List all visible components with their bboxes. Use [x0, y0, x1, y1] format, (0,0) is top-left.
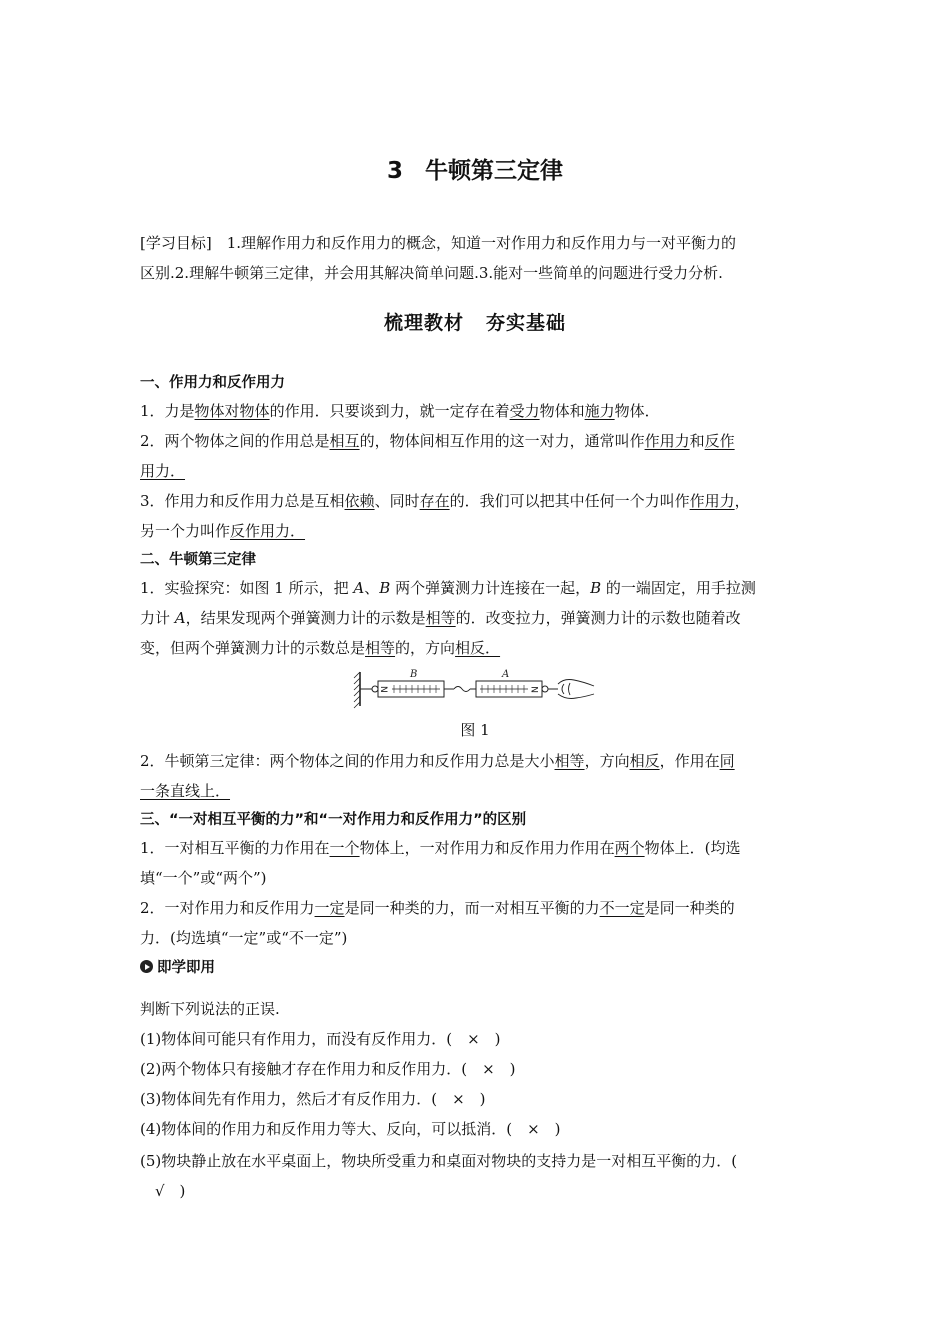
s3-paragraph-2: 2．一对作用力和反作用力一定是同一种类的力，而一对相互平衡的力不一定是同一种类的 [140, 899, 735, 917]
s1-paragraph-2-cont: 用力． [140, 462, 186, 480]
hand-icon [558, 680, 594, 699]
label-b: B [410, 669, 418, 680]
goal-line-2: 区别.2.理解牛顿第三定律，并会用其解决简单问题.3.能对一些简单的问题进行受力分析. [140, 264, 723, 282]
practice-item-2: (2)两个物体只有接触才存在作用力和反作用力．( × ) [140, 1060, 516, 1078]
s1-paragraph-2: 2．两个物体之间的作用总是相互的，物体间相互作用的这一对力，通常叫作作用力和反作 [140, 432, 735, 450]
practice-item-4: (4)物体间的作用力和反作用力等大、反向，可以抵消．( × ) [140, 1120, 561, 1138]
learning-goals [140, 228, 812, 288]
practice-item-1: (1)物体间可能只有作用力，而没有反作用力．( × ) [140, 1030, 501, 1048]
s2-paragraph-1: 1．实验探究：如图 1 所示，把 A、B 两个弹簧测力计连接在一起，B 的一端固定，用手拉测 [140, 579, 756, 597]
s3-paragraph-2-cont: 力．(均选填“一定”或“不一定”) [140, 929, 348, 947]
goal-line-1: [学习目标] 1.理解作用力和反作用力的概念，知道一对作用力和反作用力与一对平衡力的 [140, 234, 737, 252]
lesson-number: 3 [386, 158, 403, 184]
practice-item-3: (3)物体间先有作用力，然后才有反作用力．( × ) [140, 1090, 486, 1108]
s2-paragraph-1-line2: 力计 A，结果发现两个弹簧测力计的示数是相等的．改变拉力，弹簧测力计的示数也随着改 [140, 609, 741, 627]
figure-caption: 图 1 [460, 721, 490, 739]
practice-heading: 即学即用 [140, 953, 812, 983]
s3-paragraph-1: 1．一对相互平衡的力作用在一个物体上，一对作用力和反作用力作用在两个物体上．(均选 [140, 839, 741, 857]
heading-action-reaction: 一、作用力和反作用力 [140, 375, 285, 391]
svg-text:N: N [378, 686, 388, 693]
s2-paragraph-1-line3: 变，但两个弹簧测力计的示数总是相等的，方向相反． [140, 639, 501, 657]
s1-paragraph-1: 1．力是物体对物体的作用．只要谈到力，就一定存在着受力物体和施力物体． [140, 402, 660, 420]
svg-text:N: N [531, 686, 541, 693]
lesson-title: 牛顿第三定律 [425, 158, 563, 184]
s3-paragraph-1-cont: 填“一个”或“两个”) [140, 869, 267, 887]
page-title [0, 152, 950, 185]
s2-paragraph-2: 2．牛顿第三定律：两个物体之间的作用力和反作用力总是大小相等，方向相反，作用在同 [140, 752, 735, 770]
play-circle-icon [140, 960, 153, 973]
section-title-part2: 夯实基础 [486, 312, 567, 334]
s2-paragraph-2-cont: 一条直线上． [140, 782, 231, 800]
section-title-part1: 梳理教材 [383, 312, 464, 334]
practice-item-5: (5)物块静止放在水平桌面上，物块所受重力和桌面对物块的支持力是一对相互平衡的力．( [140, 1152, 738, 1170]
practice-intro: 判断下列说法的正误. [140, 1000, 280, 1018]
label-a: A [502, 669, 510, 680]
s1-paragraph-3: 3．作用力和反作用力总是互相依赖、同时存在的．我们可以把其中任何一个力叫作作用力， [140, 492, 750, 510]
spring-scale-figure [352, 666, 598, 712]
section-title [0, 308, 950, 335]
s1-paragraph-3-cont: 另一个力叫作反作用力． [140, 522, 306, 540]
practice-item-5-cont: √ ) [140, 1182, 186, 1200]
heading-newton-third-law: 二、牛顿第三定律 [140, 552, 256, 568]
heading-distinction: 三、“一对相互平衡的力”和“一对作用力和反作用力”的区别 [140, 812, 527, 828]
